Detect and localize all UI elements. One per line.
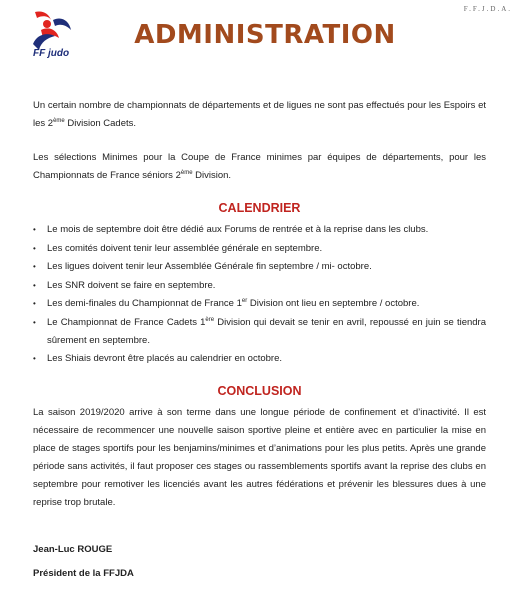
org-header: F.F.J.D.A. — [463, 5, 512, 13]
bullet-icon: • — [33, 354, 36, 363]
conclusion-heading: CONCLUSION — [217, 384, 302, 398]
bullet-icon: • — [33, 243, 36, 253]
signature-name: Jean-Luc ROUGE — [33, 544, 113, 555]
logo-text: FF judo — [33, 48, 70, 59]
intro-p1-sup: ème — [53, 117, 65, 124]
calendrier-item-text: Les comités doivent tenir leur assemblée générale en septembre. — [47, 242, 323, 254]
calendrier-item — [33, 350, 486, 368]
calendrier-item-text: Les Shiais devront être placés au calendrier en octobre. — [47, 353, 282, 364]
intro-p2-sup: ème — [180, 169, 193, 176]
calendrier-item-text: Le mois de septembre doit être dédié aux Forums de rentrée et à la reprise dans les clubs. — [47, 224, 429, 235]
conclusion-paragraph: La saison 2019/2020 arrive à son terme dans une longue période de confinement et d’inactivité. Il est nécessaire de recommencer une nouvelle saison sportive pleine et entière avec en particulier la mise en place de stages sportifs pour les benjamins/minimes et d’animations pour les plus petits. Après une grande période sans activités, il faut proposer ces stages ou rassemblements sportifs avant la reprise des clubs en septembre pour remotiver les licenciés avant les autres fédérations et prévenir les blessures dues à une reprise trop brutale. — [33, 407, 486, 508]
intro-p1-text: Un certain nombre de championnats de départements et de ligues ne sont pas effectués pour les Espoirs et les 2 — [33, 100, 486, 129]
calendrier-item — [33, 277, 486, 295]
calendrier-item — [33, 258, 486, 276]
calendrier-item — [33, 221, 486, 239]
bullet-icon: • — [33, 262, 36, 271]
calendrier-heading: CALENDRIER — [218, 201, 301, 215]
intro-p2-text: Les sélections Minimes pour la Coupe de France minimes par équipes de départements, pour les Championnats de France séniors 2 — [33, 152, 486, 181]
signature-block — [33, 538, 486, 586]
calendrier-item-tail: Division qui devait se tenir en avril, repoussé en juin se tiendra sûrement en septembre. — [47, 316, 486, 346]
intro-paragraph-1 — [33, 97, 486, 133]
calendrier-item — [33, 295, 486, 313]
bullet-icon: • — [33, 299, 36, 308]
page-title: ADMINISTRATION — [134, 20, 396, 50]
calendrier-item-sup: ère — [205, 316, 215, 323]
bullet-icon: • — [33, 317, 36, 327]
calendrier-item-text: Les SNR doivent se faire en septembre. — [47, 279, 216, 291]
bullet-icon: • — [33, 280, 36, 290]
intro-paragraph-2 — [33, 149, 486, 185]
calendrier-item-tail: Division ont lieu en septembre / octobre. — [247, 298, 420, 309]
intro-p2-tail: Division. — [192, 170, 232, 181]
calendrier-item-text: Le Championnat de France Cadets 1 — [47, 316, 206, 328]
signature-role: Président de la FFJDA — [33, 568, 134, 579]
calendrier-item — [33, 240, 486, 258]
calendrier-item-text: Les demi-finales du Championnat de France 1 — [47, 298, 242, 309]
calendrier-list — [33, 221, 486, 368]
calendrier-item — [33, 314, 486, 350]
intro-p1-tail: Division Cadets. — [64, 118, 137, 129]
calendrier-item-text: Les ligues doivent tenir leur Assemblée Générale fin septembre / mi- octobre. — [47, 261, 372, 272]
calendrier-item-sup: er — [241, 297, 248, 304]
document-body — [33, 97, 486, 586]
bullet-icon: • — [33, 225, 36, 234]
